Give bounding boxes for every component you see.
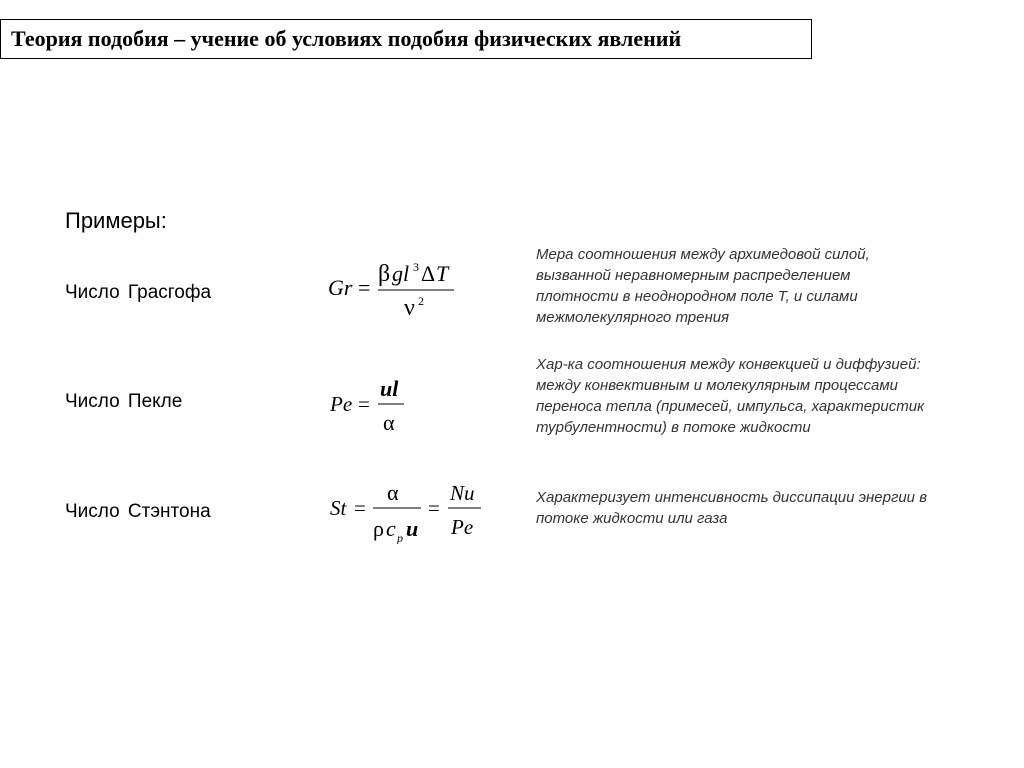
description-grashof: Мера соотношения между архимедовой силой, вызванной неравномерным распределением плотности в неоднородном поле Т, и силами межмолекулярного трения	[536, 246, 870, 326]
formula-grashof-nu: ν	[404, 295, 415, 321]
formula-stanton-lhs: St	[330, 496, 347, 520]
formula-peclet-denominator: α	[383, 410, 395, 435]
description-stanton: Характеризует интенсивность диссипации энергии в потоке жидкости или газа	[536, 489, 928, 527]
formula-grashof-lhs: Gr	[328, 275, 353, 300]
description-peclet: Хар-ка соотношения между конвекцией и диффузией: между конвективным и молекулярным процессами переноса тепла (примесей, импульса, характеристик турбулентности) в потоке жидкости	[536, 356, 925, 436]
row-name-grashof: Число Грасгофа	[65, 282, 212, 303]
formula-stanton-eq2: =	[428, 496, 440, 520]
formula-grashof-exp2: 2	[418, 294, 424, 308]
formula-peclet-lhs: Pe	[330, 392, 353, 416]
row-name-peclet: Число Пекле	[65, 391, 183, 412]
formula-grashof-gl: gl	[392, 261, 410, 286]
formula-stanton	[328, 478, 488, 549]
formula-stanton-sub-p: p	[397, 531, 403, 544]
formula-grashof-eq: =	[358, 275, 371, 300]
formula-stanton-eq1: =	[354, 496, 366, 520]
formula-peclet	[328, 372, 418, 443]
formula-stanton-c: c	[386, 516, 396, 541]
formula-stanton-Pe: Pe	[451, 515, 474, 539]
row-name-stanton: Число Стэнтона	[65, 501, 211, 522]
formula-stanton-svg	[328, 478, 488, 544]
formula-grashof-delta: Δ	[421, 261, 436, 286]
formula-grashof-exp3: 3	[413, 260, 419, 274]
slide-title	[0, 19, 812, 59]
examples-heading: Примеры:	[65, 208, 167, 233]
formula-stanton-rho: ρ	[373, 516, 384, 541]
formula-grashof-svg	[326, 255, 466, 325]
formula-peclet-eq: =	[358, 392, 370, 416]
formula-peclet-svg	[328, 372, 418, 438]
formula-grashof	[326, 255, 466, 330]
slide-title-text: Теория подобия – учение об условиях подобия физических явлений	[11, 26, 682, 51]
formula-stanton-Nu: Nu	[450, 481, 475, 505]
formula-grashof-beta: β	[378, 261, 391, 287]
formula-grashof-T: T	[436, 261, 449, 286]
formula-stanton-u: u	[406, 516, 419, 541]
formula-peclet-numerator: ul	[380, 376, 399, 401]
formula-stanton-alpha: α	[387, 480, 399, 505]
